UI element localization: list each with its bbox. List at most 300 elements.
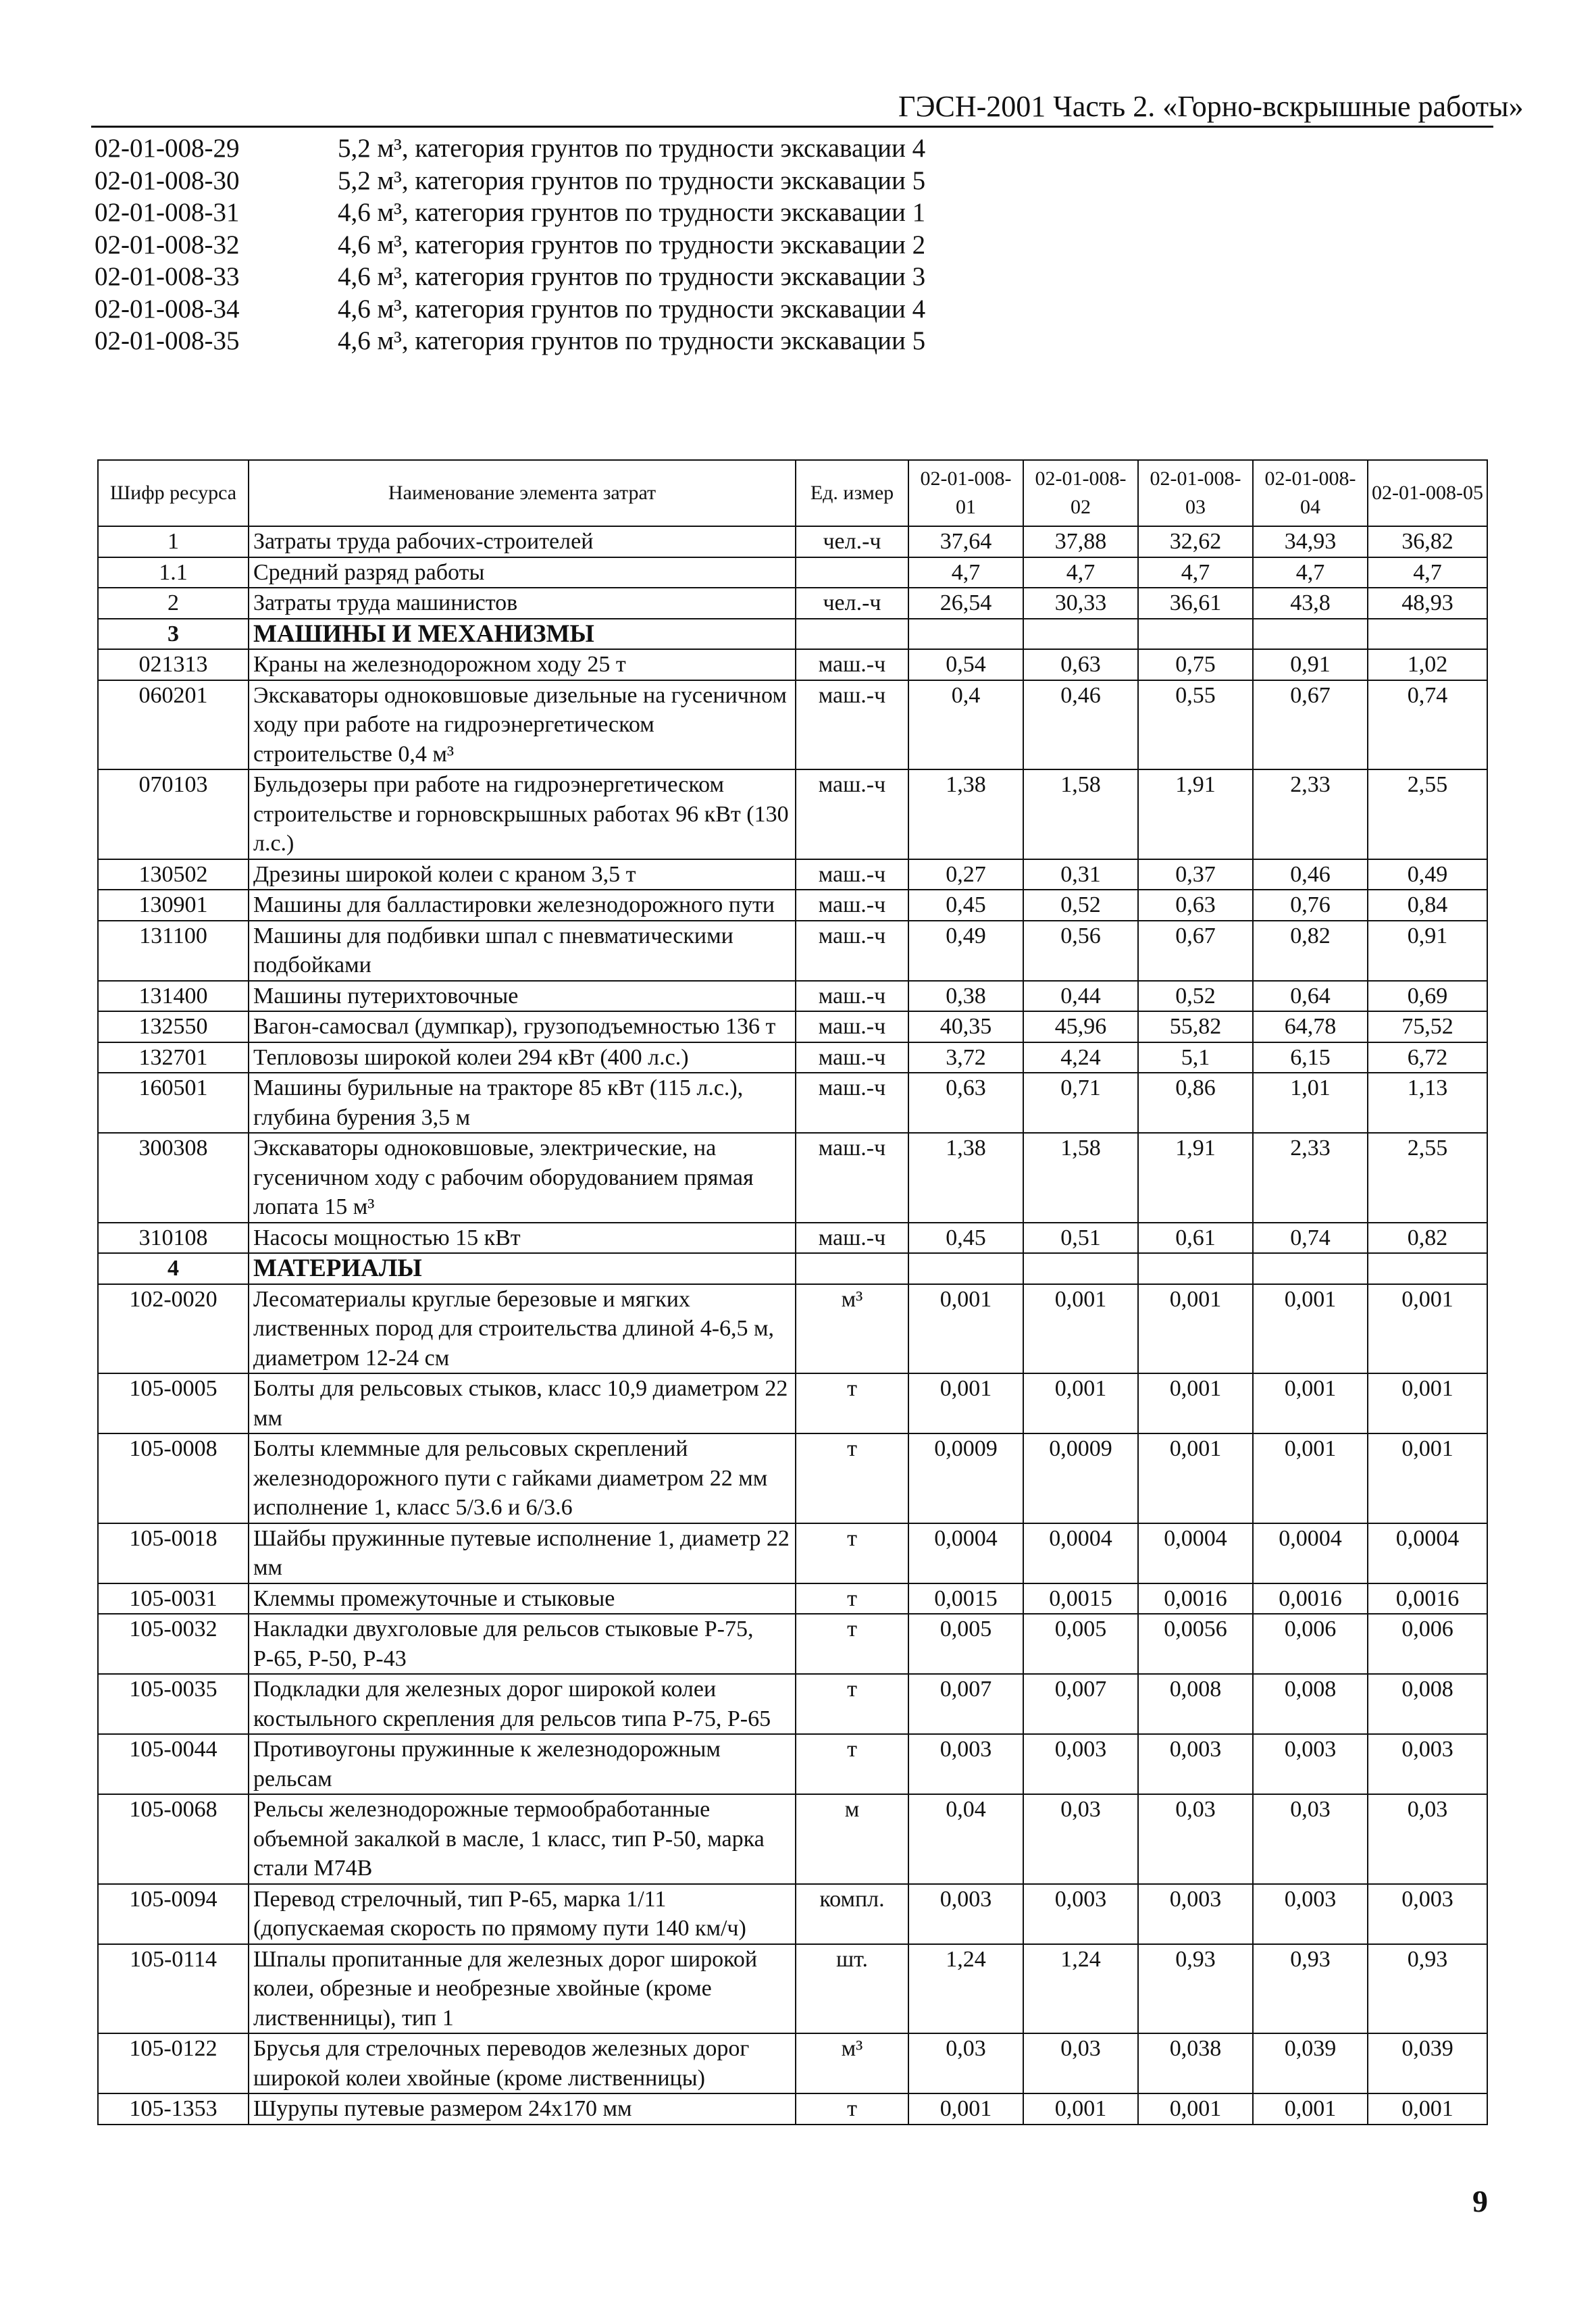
table-row (98, 1674, 1487, 1734)
table-row (98, 2033, 1487, 2093)
resource-code: 1 (98, 526, 249, 557)
resource-code: 105-0031 (98, 1583, 249, 1615)
resource-name: Краны на железнодорожном ходу 25 т (249, 649, 796, 680)
norm-code: 02-01-008-35 (95, 326, 240, 355)
list-item (95, 165, 925, 197)
resource-value: 0,005 (908, 1614, 1023, 1674)
resource-value: 4,7 (908, 557, 1023, 588)
resource-value: 0,82 (1368, 1223, 1487, 1254)
resource-code: 060201 (98, 680, 249, 770)
resource-value: 55,82 (1138, 1011, 1253, 1042)
resource-value: 43,8 (1253, 588, 1368, 619)
resource-value: 0,001 (1368, 2093, 1487, 2125)
table-row (98, 1614, 1487, 1674)
resource-value: 1,02 (1368, 649, 1487, 680)
resource-value: 0,63 (1023, 649, 1138, 680)
resource-value: 1,91 (1138, 1133, 1253, 1223)
resource-value: 0,0004 (1253, 1523, 1368, 1583)
resource-table (97, 459, 1488, 2125)
resource-unit: т (796, 1583, 908, 1615)
resource-unit: т (796, 1614, 908, 1674)
resource-code: 105-1353 (98, 2093, 249, 2125)
resource-value: 30,33 (1023, 588, 1138, 619)
resource-code: 105-0005 (98, 1373, 249, 1433)
resource-unit (796, 1253, 908, 1284)
resource-unit: маш.-ч (796, 649, 908, 680)
table-row (98, 526, 1487, 557)
norm-description: 4,6 м³, категория грунтов по трудности экскавации 1 (338, 198, 926, 227)
resource-unit: т (796, 2093, 908, 2125)
resource-value: 0,63 (908, 1073, 1023, 1133)
resource-code: 105-0094 (98, 1884, 249, 1944)
resource-name: Машины путерихтовочные (249, 981, 796, 1012)
resource-value (1368, 1253, 1487, 1284)
resource-unit: м³ (796, 2033, 908, 2093)
resource-value: 0,51 (1023, 1223, 1138, 1254)
resource-name: Экскаваторы одноковшовые дизельные на гусеничном ходу при работе на гидроэнергетическом строительстве 0,4 м³ (249, 680, 796, 770)
resource-value: 0,038 (1138, 2033, 1253, 2093)
resource-name: Машины для балластировки железнодорожного пути (249, 890, 796, 921)
resource-code: 131100 (98, 921, 249, 981)
resource-value: 0,001 (1253, 1373, 1368, 1433)
resource-value: 40,35 (908, 1011, 1023, 1042)
resource-value: 0,0004 (1368, 1523, 1487, 1583)
resource-value: 0,82 (1253, 921, 1368, 981)
header-code: Шифр ресурса (98, 460, 249, 526)
resource-value: 0,56 (1023, 921, 1138, 981)
table-row (98, 649, 1487, 680)
resource-value: 75,52 (1368, 1011, 1487, 1042)
resource-name: Экскаваторы одноковшовые, электрические, на гусеничном ходу с рабочим оборудованием прямая лопата 15 м³ (249, 1133, 796, 1223)
table-row (98, 1433, 1487, 1523)
resource-value: 0,91 (1253, 649, 1368, 680)
resource-value: 32,62 (1138, 526, 1253, 557)
section-row (98, 1253, 1487, 1284)
resource-value: 0,003 (1253, 1734, 1368, 1794)
resource-value: 6,15 (1253, 1042, 1368, 1073)
resource-value: 34,93 (1253, 526, 1368, 557)
resource-value: 0,75 (1138, 649, 1253, 680)
table-row (98, 1042, 1487, 1073)
resource-code: 105-0044 (98, 1734, 249, 1794)
resource-unit: маш.-ч (796, 1042, 908, 1073)
table-row (98, 1011, 1487, 1042)
resource-unit: чел.-ч (796, 588, 908, 619)
resource-value (1023, 619, 1138, 650)
norm-description: 5,2 м³, категория грунтов по трудности экскавации 5 (338, 166, 926, 195)
norm-code: 02-01-008-30 (95, 166, 240, 195)
table-row (98, 1884, 1487, 1944)
resource-value (1023, 1253, 1138, 1284)
resource-unit: маш.-ч (796, 890, 908, 921)
resource-name: Шайбы пружинные путевые исполнение 1, диаметр 22 мм (249, 1523, 796, 1583)
resource-value: 0,55 (1138, 680, 1253, 770)
resource-name: Перевод стрелочный, тип Р-65, марка 1/11 (допускаемая скорость по прямому пути 140 км/ч) (249, 1884, 796, 1944)
resource-value: 0,008 (1253, 1674, 1368, 1734)
resource-value (908, 1253, 1023, 1284)
resource-value: 0,001 (1023, 1373, 1138, 1433)
table-row (98, 1373, 1487, 1433)
resource-value: 45,96 (1023, 1011, 1138, 1042)
resource-value: 4,7 (1023, 557, 1138, 588)
norm-code: 02-01-008-33 (95, 262, 240, 291)
resource-name: Тепловозы широкой колеи 294 кВт (400 л.с.) (249, 1042, 796, 1073)
resource-unit: м (796, 1794, 908, 1884)
list-item (95, 261, 925, 293)
resource-value: 0,38 (908, 981, 1023, 1012)
resource-value: 48,93 (1368, 588, 1487, 619)
resource-name: Шпалы пропитанные для железных дорог широкой колеи, обрезные и необрезные хвойные (кроме лиственницы), тип 1 (249, 1944, 796, 2034)
resource-value: 0,0004 (1023, 1523, 1138, 1583)
resource-value: 0,49 (908, 921, 1023, 981)
resource-value: 0,008 (1368, 1674, 1487, 1734)
list-item (95, 197, 925, 229)
resource-value: 0,003 (908, 1734, 1023, 1794)
resource-value: 0,001 (1253, 2093, 1368, 2125)
resource-value: 0,001 (1368, 1373, 1487, 1433)
resource-code: 105-0122 (98, 2033, 249, 2093)
header-col-1: 02-01-008-01 (908, 460, 1023, 526)
header-name: Наименование элемента затрат (249, 460, 796, 526)
resource-value: 0,001 (1138, 1284, 1253, 1374)
resource-value: 4,7 (1368, 557, 1487, 588)
resource-code: 105-0008 (98, 1433, 249, 1523)
resource-value: 0,001 (908, 2093, 1023, 2125)
resource-code: 300308 (98, 1133, 249, 1223)
resource-code: 2 (98, 588, 249, 619)
resource-name: МАТЕРИАЛЫ (249, 1253, 796, 1284)
header-col-4: 02-01-008-04 (1253, 460, 1368, 526)
resource-value: 0,67 (1253, 680, 1368, 770)
resource-value: 0,03 (1023, 2033, 1138, 2093)
resource-name: МАШИНЫ И МЕХАНИЗМЫ (249, 619, 796, 650)
table-row (98, 890, 1487, 921)
resource-value: 0,0016 (1253, 1583, 1368, 1615)
resource-value: 0,003 (1253, 1884, 1368, 1944)
resource-value: 0,003 (1023, 1884, 1138, 1944)
resource-value: 0,001 (908, 1284, 1023, 1374)
resource-value: 0,03 (1023, 1794, 1138, 1884)
resource-value: 37,64 (908, 526, 1023, 557)
resource-unit: т (796, 1433, 908, 1523)
resource-code: 130901 (98, 890, 249, 921)
resource-name: Дрезины широкой колеи с краном 3,5 т (249, 859, 796, 890)
resource-value: 0,31 (1023, 859, 1138, 890)
norm-description: 4,6 м³, категория грунтов по трудности экскавации 2 (338, 230, 926, 259)
resource-unit: чел.-ч (796, 526, 908, 557)
resource-name: Затраты труда рабочих-строителей (249, 526, 796, 557)
resource-value: 0,64 (1253, 981, 1368, 1012)
resource-value: 26,54 (908, 588, 1023, 619)
resource-code: 070103 (98, 769, 249, 859)
resource-unit: маш.-ч (796, 680, 908, 770)
table-row (98, 557, 1487, 588)
section-row (98, 619, 1487, 650)
resource-value: 0,4 (908, 680, 1023, 770)
resource-value: 64,78 (1253, 1011, 1368, 1042)
resource-name: Машины бурильные на тракторе 85 кВт (115 л.с.), глубина бурения 3,5 м (249, 1073, 796, 1133)
table-row (98, 1223, 1487, 1254)
resource-value: 6,72 (1368, 1042, 1487, 1073)
header-unit: Ед. измер (796, 460, 908, 526)
norm-code: 02-01-008-34 (95, 294, 240, 324)
norm-code: 02-01-008-32 (95, 230, 240, 259)
resource-value: 0,001 (1023, 1284, 1138, 1374)
resource-value: 0,001 (1253, 1433, 1368, 1523)
table-row (98, 1523, 1487, 1583)
resource-value: 0,007 (908, 1674, 1023, 1734)
resource-unit: маш.-ч (796, 1011, 908, 1042)
resource-value: 0,001 (1138, 1433, 1253, 1523)
resource-name: Вагон-самосвал (думпкар), грузоподъемностью 136 т (249, 1011, 796, 1042)
resource-value: 1,01 (1253, 1073, 1368, 1133)
header-col-2: 02-01-008-02 (1023, 460, 1138, 526)
resource-name: Средний разряд работы (249, 557, 796, 588)
table-row (98, 859, 1487, 890)
resource-value: 2,55 (1368, 769, 1487, 859)
resource-value: 36,82 (1368, 526, 1487, 557)
resource-value: 0,039 (1368, 2033, 1487, 2093)
resource-value: 0,84 (1368, 890, 1487, 921)
resource-value: 0,69 (1368, 981, 1487, 1012)
resource-value (1368, 619, 1487, 650)
resource-code: 1.1 (98, 557, 249, 588)
resource-unit: м³ (796, 1284, 908, 1374)
resource-code: 132550 (98, 1011, 249, 1042)
resource-value: 37,88 (1023, 526, 1138, 557)
resource-value: 1,38 (908, 1133, 1023, 1223)
resource-value: 0,27 (908, 859, 1023, 890)
table-row (98, 1944, 1487, 2034)
resource-value: 0,003 (1368, 1734, 1487, 1794)
norm-description: 4,6 м³, категория грунтов по трудности экскавации 4 (338, 294, 926, 324)
resource-value: 0,001 (908, 1373, 1023, 1433)
resource-unit: маш.-ч (796, 981, 908, 1012)
resource-value: 0,001 (1368, 1433, 1487, 1523)
resource-value: 0,45 (908, 890, 1023, 921)
resource-name: Подкладки для железных дорог широкой колеи костыльного скрепления для рельсов типа Р-75, Р-65 (249, 1674, 796, 1734)
resource-name: Болты для рельсовых стыков, класс 10,9 диаметром 22 мм (249, 1373, 796, 1433)
resource-unit: т (796, 1373, 908, 1433)
resource-code: 021313 (98, 649, 249, 680)
resource-code: 310108 (98, 1223, 249, 1254)
list-item (95, 132, 925, 165)
resource-unit: маш.-ч (796, 1073, 908, 1133)
resource-value: 0,52 (1023, 890, 1138, 921)
header-col-3: 02-01-008-03 (1138, 460, 1253, 526)
resource-code: 132701 (98, 1042, 249, 1073)
resource-value: 2,55 (1368, 1133, 1487, 1223)
resource-value: 0,0009 (1023, 1433, 1138, 1523)
resource-value: 0,03 (908, 2033, 1023, 2093)
resource-code: 4 (98, 1253, 249, 1284)
table-row (98, 2093, 1487, 2125)
resource-unit: маш.-ч (796, 859, 908, 890)
resource-unit: т (796, 1734, 908, 1794)
resource-unit (796, 557, 908, 588)
resource-value: 0,005 (1023, 1614, 1138, 1674)
resource-value: 0,63 (1138, 890, 1253, 921)
norm-description: 4,6 м³, категория грунтов по трудности экскавации 3 (338, 262, 926, 291)
resource-value: 0,0004 (1138, 1523, 1253, 1583)
resource-unit (796, 619, 908, 650)
resource-value: 0,03 (1138, 1794, 1253, 1884)
resource-value: 0,0015 (1023, 1583, 1138, 1615)
resource-value: 0,44 (1023, 981, 1138, 1012)
list-item (95, 293, 925, 326)
resource-name: Затраты труда машинистов (249, 588, 796, 619)
resource-name: Противоугоны пружинные к железнодорожным рельсам (249, 1734, 796, 1794)
resource-value: 0,71 (1023, 1073, 1138, 1133)
resource-value: 0,003 (1138, 1734, 1253, 1794)
resource-value (1253, 1253, 1368, 1284)
resource-value: 0,006 (1368, 1614, 1487, 1674)
resource-unit: маш.-ч (796, 921, 908, 981)
resource-code: 105-0068 (98, 1794, 249, 1884)
table-header-row (98, 460, 1487, 526)
resource-code: 3 (98, 619, 249, 650)
resource-unit: компл. (796, 1884, 908, 1944)
resource-name: Машины для подбивки шпал с пневматическими подбойками (249, 921, 796, 981)
resource-name: Накладки двухголовые для рельсов стыковые Р-75, Р-65, Р-50, Р-43 (249, 1614, 796, 1674)
resource-value: 4,7 (1138, 557, 1253, 588)
resource-unit: т (796, 1523, 908, 1583)
resource-value: 0,0016 (1138, 1583, 1253, 1615)
resource-code: 130502 (98, 859, 249, 890)
resource-value: 0,003 (908, 1884, 1023, 1944)
resource-unit: маш.-ч (796, 1223, 908, 1254)
resource-value: 0,001 (1253, 1284, 1368, 1374)
resource-value: 0,52 (1138, 981, 1253, 1012)
resource-value: 0,86 (1138, 1073, 1253, 1133)
resource-value: 0,001 (1023, 2093, 1138, 2125)
resource-name: Бульдозеры при работе на гидроэнергетическом строительстве и горновскрышных работах 96 кВт (130 л.с.) (249, 769, 796, 859)
table-row (98, 1794, 1487, 1884)
norm-code: 02-01-008-31 (95, 198, 240, 227)
header-rule (91, 126, 1493, 128)
resource-value: 0,007 (1023, 1674, 1138, 1734)
resource-value: 1,24 (908, 1944, 1023, 2034)
running-header: ГЭСН-2001 Часть 2. «Горно-вскрышные работы» (898, 90, 1524, 123)
resource-value: 1,38 (908, 769, 1023, 859)
resource-value: 0,0004 (908, 1523, 1023, 1583)
resource-value: 0,61 (1138, 1223, 1253, 1254)
resource-value: 0,37 (1138, 859, 1253, 890)
resource-value: 0,03 (1368, 1794, 1487, 1884)
table-row (98, 981, 1487, 1012)
header-col-5: 02-01-008-05 (1368, 460, 1487, 526)
table-row (98, 1073, 1487, 1133)
resource-value: 0,003 (1138, 1884, 1253, 1944)
resource-value: 0,008 (1138, 1674, 1253, 1734)
resource-code: 102-0020 (98, 1284, 249, 1374)
resource-unit: т (796, 1674, 908, 1734)
resource-value: 0,74 (1253, 1223, 1368, 1254)
resource-name: Болты клеммные для рельсовых скреплений железнодорожного пути с гайками диаметром 22 мм исполнение 1, класс 5/3.6 и 6/3.6 (249, 1433, 796, 1523)
resource-value: 0,0056 (1138, 1614, 1253, 1674)
table-row (98, 1583, 1487, 1615)
resource-value: 2,33 (1253, 1133, 1368, 1223)
resource-name: Насосы мощностью 15 кВт (249, 1223, 796, 1254)
resource-value: 0,006 (1253, 1614, 1368, 1674)
norm-description: 5,2 м³, категория грунтов по трудности экскавации 4 (338, 134, 926, 163)
resource-unit: шт. (796, 1944, 908, 2034)
resource-value (908, 619, 1023, 650)
table-body (98, 526, 1487, 2125)
resource-value: 0,74 (1368, 680, 1487, 770)
norm-continuation-list (95, 132, 925, 357)
resource-value: 0,54 (908, 649, 1023, 680)
resource-value: 0,0009 (908, 1433, 1023, 1523)
resource-value: 1,13 (1368, 1073, 1487, 1133)
resource-value: 0,0015 (908, 1583, 1023, 1615)
resource-code: 160501 (98, 1073, 249, 1133)
page-number: 9 (1472, 2184, 1488, 2218)
resource-value: 5,1 (1138, 1042, 1253, 1073)
resource-name: Брусья для стрелочных переводов железных дорог широкой колеи хвойные (кроме лиственницы) (249, 2033, 796, 2093)
resource-value: 0,039 (1253, 2033, 1368, 2093)
table-row (98, 1284, 1487, 1374)
resource-name: Шурупы путевые размером 24х170 мм (249, 2093, 796, 2125)
resource-value: 0,001 (1138, 2093, 1253, 2125)
norm-code: 02-01-008-29 (95, 134, 240, 163)
resource-value: 0,0016 (1368, 1583, 1487, 1615)
resource-value: 0,91 (1368, 921, 1487, 981)
table-row (98, 1734, 1487, 1794)
resource-value: 0,04 (908, 1794, 1023, 1884)
resource-value: 0,45 (908, 1223, 1023, 1254)
list-item (95, 325, 925, 357)
norm-description: 4,6 м³, категория грунтов по трудности экскавации 5 (338, 326, 926, 355)
table-row (98, 769, 1487, 859)
resource-value: 1,58 (1023, 769, 1138, 859)
table-row (98, 680, 1487, 770)
resource-value: 0,46 (1023, 680, 1138, 770)
resource-name: Рельсы железнодорожные термообработанные объемной закалкой в масле, 1 класс, тип Р-50, марка стали М74В (249, 1794, 796, 1884)
list-item (95, 229, 925, 261)
resource-code: 105-0032 (98, 1614, 249, 1674)
resource-value: 1,91 (1138, 769, 1253, 859)
resource-value: 0,67 (1138, 921, 1253, 981)
resource-code: 131400 (98, 981, 249, 1012)
resource-code: 105-0018 (98, 1523, 249, 1583)
resource-code: 105-0035 (98, 1674, 249, 1734)
resource-value: 0,03 (1253, 1794, 1368, 1884)
table-row (98, 588, 1487, 619)
resource-value (1138, 619, 1253, 650)
resource-unit: маш.-ч (796, 769, 908, 859)
resource-code: 105-0114 (98, 1944, 249, 2034)
resource-value: 0,76 (1253, 890, 1368, 921)
resource-name: Лесоматериалы круглые березовые и мягких лиственных пород для строительства длиной 4-6,5 м, диаметром 12-24 см (249, 1284, 796, 1374)
resource-value: 0,001 (1368, 1284, 1487, 1374)
table-row (98, 1133, 1487, 1223)
resource-value: 0,93 (1138, 1944, 1253, 2034)
resource-value: 0,001 (1138, 1373, 1253, 1433)
resource-name: Клеммы промежуточные и стыковые (249, 1583, 796, 1615)
resource-value: 2,33 (1253, 769, 1368, 859)
resource-value: 0,93 (1368, 1944, 1487, 2034)
resource-unit: маш.-ч (796, 1133, 908, 1223)
resource-value: 0,46 (1253, 859, 1368, 890)
resource-value: 0,003 (1023, 1734, 1138, 1794)
resource-value: 4,24 (1023, 1042, 1138, 1073)
resource-value (1253, 619, 1368, 650)
resource-value: 1,24 (1023, 1944, 1138, 2034)
resource-value: 4,7 (1253, 557, 1368, 588)
resource-value: 3,72 (908, 1042, 1023, 1073)
table-row (98, 921, 1487, 981)
